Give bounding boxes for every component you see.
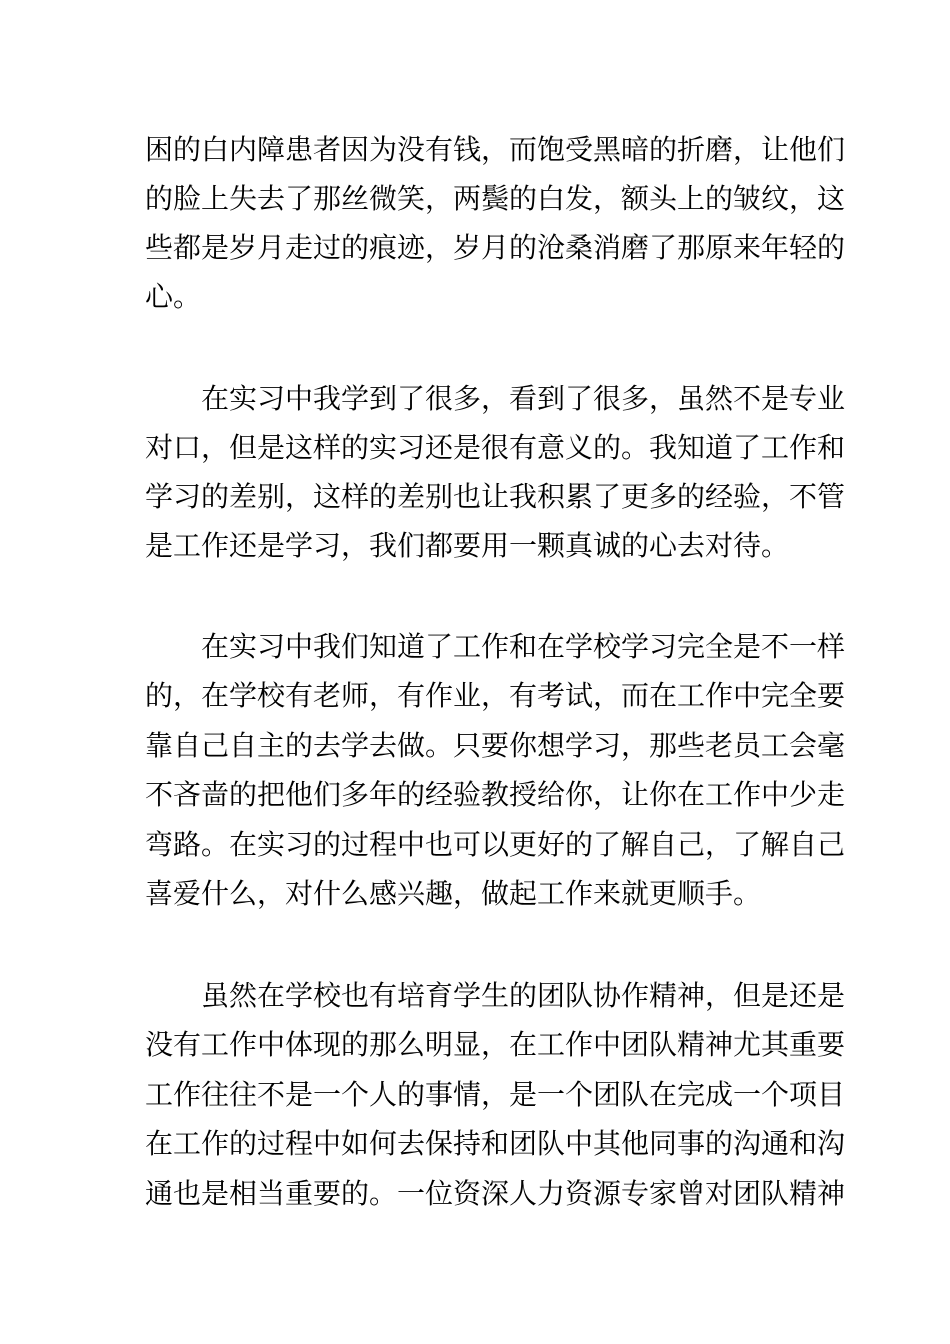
paragraph-line: 的，在学校有老师，有作业，有考试，而在工作中完全要 <box>145 679 846 712</box>
paragraph-line: 困的白内障患者因为没有钱，而饱受黑暗的折磨，让他们 <box>145 133 846 166</box>
paragraph-line: 的脸上失去了那丝微笑，两鬓的白发，额头上的皱纹，这 <box>145 182 846 215</box>
paragraph-line: 通也是相当重要的。一位资深人力资源专家曾对团队精神 <box>145 1177 846 1210</box>
paragraph-line: 心。 <box>145 280 202 313</box>
paragraph-line: 是工作还是学习，我们都要用一颗真诚的心去对待。 <box>145 529 790 562</box>
paragraph-line: 对口，但是这样的实习还是很有意义的。我知道了工作和 <box>145 431 846 464</box>
paragraph-line: 学习的差别，这样的差别也让我积累了更多的经验，不管 <box>145 480 846 513</box>
paragraph-line: 些都是岁月走过的痕迹，岁月的沧桑消磨了那原来年轻的 <box>145 231 846 264</box>
paragraph-line: 在实习中我们知道了工作和在学校学习完全是不一样 <box>201 630 846 663</box>
paragraph-line: 弯路。在实习的过程中也可以更好的了解自己，了解自己 <box>145 828 846 861</box>
paragraph-line: 不吝啬的把他们多年的经验教授给你，让你在工作中少走 <box>145 778 846 811</box>
paragraph-line: 靠自己自主的去学去做。只要你想学习，那些老员工会毫 <box>145 729 846 762</box>
paragraph-line: 虽然在学校也有培育学生的团队协作精神，但是还是 <box>201 979 846 1012</box>
paragraph-line: 在工作的过程中如何去保持和团队中其他同事的沟通和沟 <box>145 1127 846 1160</box>
paragraph-line: 在实习中我学到了很多，看到了很多，虽然不是专业 <box>201 382 846 415</box>
paragraph-line: 工作往往不是一个人的事情，是一个团队在完成一个项目 <box>145 1078 846 1111</box>
paragraph-line: 喜爱什么，对什么感兴趣，做起工作来就更顺手。 <box>145 877 762 910</box>
paragraph-line: 没有工作中体现的那么明显，在工作中团队精神尤其重要 <box>145 1028 846 1061</box>
